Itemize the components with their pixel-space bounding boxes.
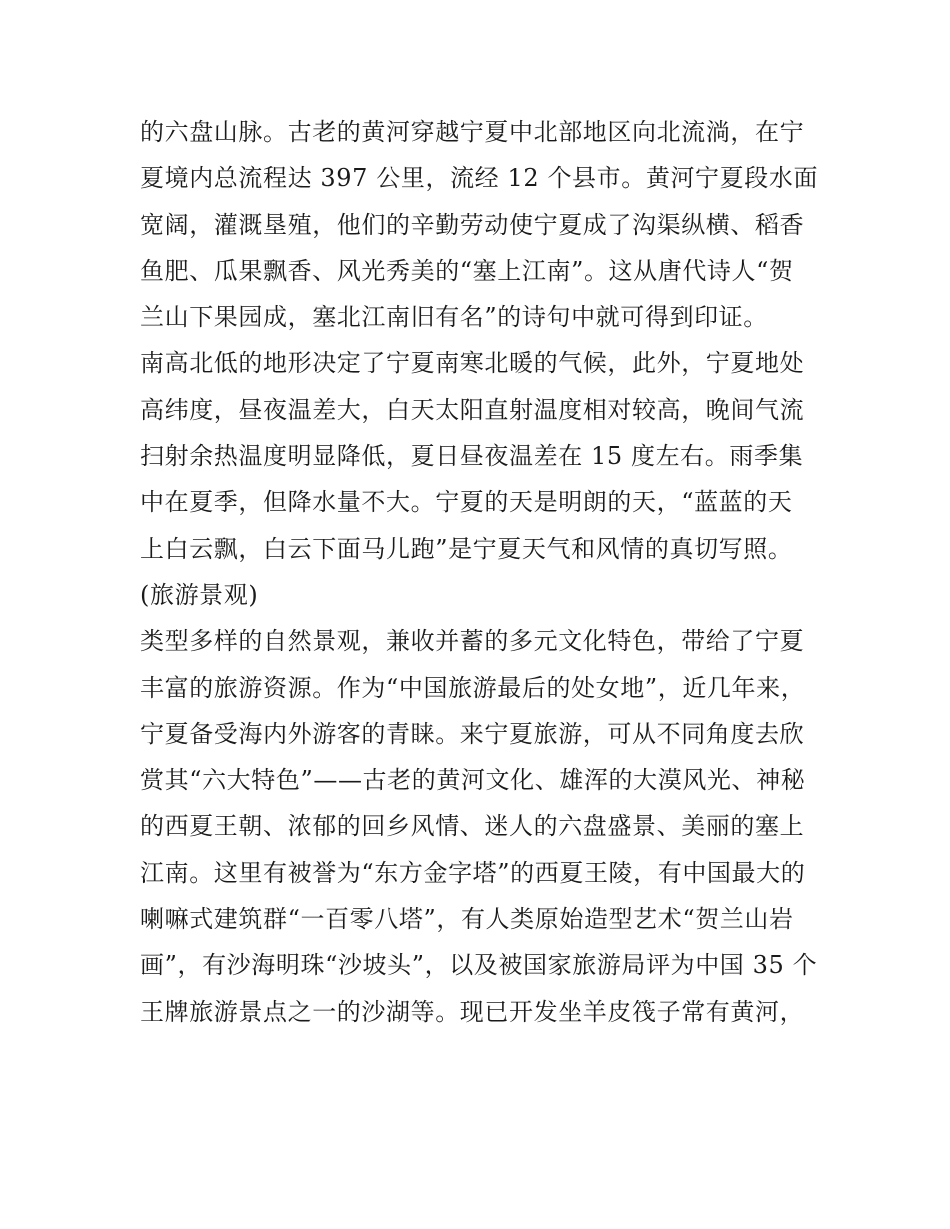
- text-line: 王牌旅游景点之一的沙湖等。现已开发坐羊皮筏子常有黄河，: [140, 997, 805, 1026]
- text-line: 夏境内总流程达 397 公里，流经 12 个县市。黄河宁夏段水面: [140, 164, 819, 193]
- text-line: 宽阔，灌溉垦殖，他们的辛勤劳动使宁夏成了沟渠纵横、稻香: [140, 210, 805, 239]
- section-heading: (旅游景观): [140, 580, 259, 609]
- text-line: 喇嘛式建筑群“一百零八塔”，有人类原始造型艺术“贺兰山岩: [140, 905, 794, 934]
- text-line: 上白云飘，白云下面马儿跑”是宁夏天气和风情的真切写照。: [140, 534, 793, 563]
- text-line: 丰富的旅游资源。作为“中国旅游最后的处女地”，近几年来，: [140, 673, 806, 702]
- text-line: 江南。这里有被誉为“东方金字塔”的西夏王陵，有中国最大的: [140, 858, 806, 887]
- text-line: 南高北低的地形决定了宁夏南寒北暖的气候，此外，宁夏地处: [140, 349, 805, 378]
- text-line: 扫射余热温度明显降低，夏日昼夜温差在 15 度左右。雨季集: [140, 442, 804, 471]
- text-line: 高纬度，昼夜温差大，白天太阳直射温度相对较高，晚间气流: [140, 395, 805, 424]
- body-text: [140, 109, 820, 1035]
- text-line: 鱼肥、瓜果飘香、风光秀美的“塞上江南”。这从唐代诗人“贺: [140, 256, 794, 285]
- text-line: 的六盘山脉。古老的黄河穿越宁夏中北部地区向北流淌，在宁: [140, 118, 805, 146]
- text-line: 赏其“六大特色”——古老的黄河文化、雄浑的大漠风光、神秘: [140, 766, 806, 795]
- text-line: 兰山下果园成，塞北江南旧有名”的诗句中就可得到印证。: [140, 303, 768, 332]
- text-line: 中在夏季，但降水量不大。宁夏的天是明朗的天，“蓝蓝的天: [140, 488, 793, 517]
- text-line: 的西夏王朝、浓郁的回乡风情、迷人的六盘盛景、美丽的塞上: [140, 812, 805, 841]
- text-line: 类型多样的自然景观，兼收并蓄的多元文化特色，带给了宁夏: [140, 627, 805, 656]
- text-line: 画”，有沙海明珠“沙坡头”，以及被国家旅游局评为中国 35 个: [140, 951, 818, 980]
- text-line: 宁夏备受海内外游客的青睐。来宁夏旅游，可从不同角度去欣: [140, 719, 805, 748]
